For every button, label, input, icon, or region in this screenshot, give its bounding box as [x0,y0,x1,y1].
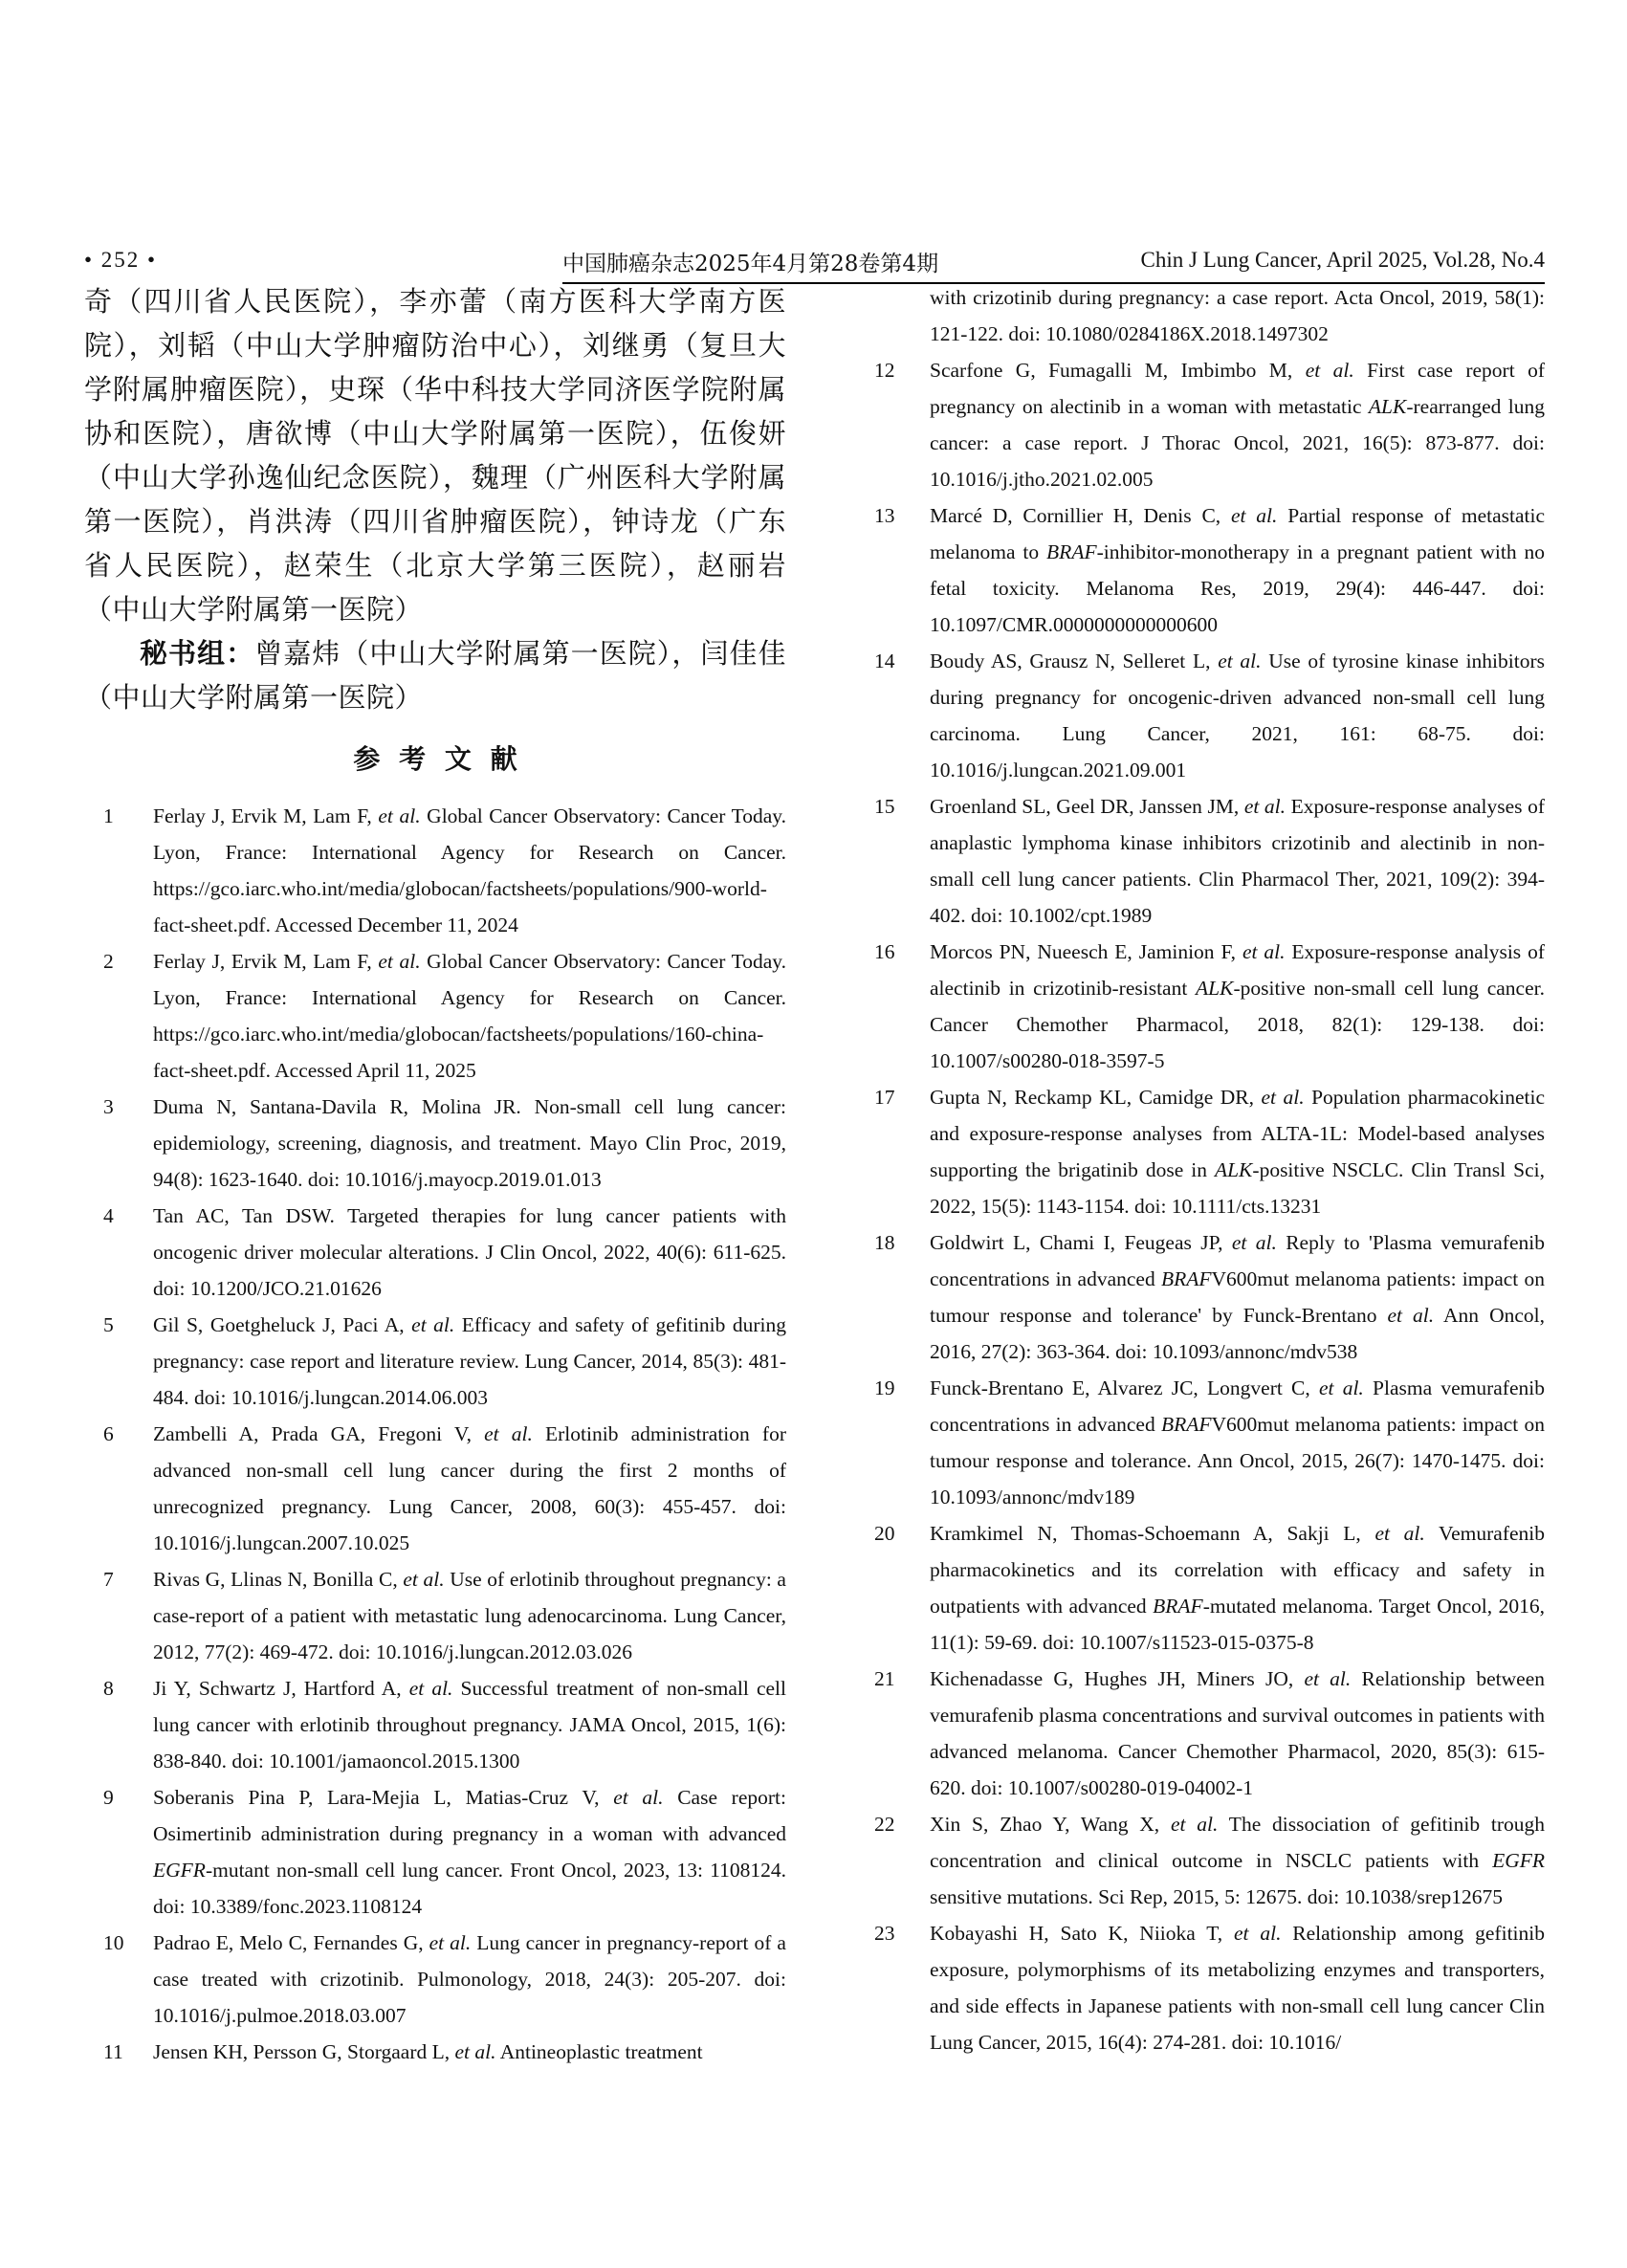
reference-item [872,1915,1545,2060]
secretary-group-label: 秘书组： [140,637,255,670]
reference-number: 2 [103,950,114,973]
reference-number: 22 [874,1813,895,1836]
reference-item [872,788,1545,934]
reference-number: 14 [874,650,895,672]
reference-number: 7 [103,1568,114,1591]
reference-item [84,1198,786,1307]
reference-item [872,1079,1545,1224]
reference-text: Rivas G, Llinas N, Bonilla C, et al. Use of erlotinib throughout pregnancy: a case-report of a patient with metastatic lung adenocarcinoma. Lung Cancer, 2012, 77(2): 469-472. doi: 10.1016/j.lungcan.2012.03.026 [153,1568,786,1663]
reference-number: 8 [103,1677,114,1700]
reference-text: Xin S, Zhao Y, Wang X, et al. The dissociation of gefitinib trough concentration and clinical outcome in NSCLC patients with EGFR sensitive mutations. Sci Rep, 2015, 5: 12675. doi: 10.1038/srep12675 [930,1813,1546,1908]
reference-number: 21 [874,1667,895,1690]
references-left [84,798,786,2070]
reference-item [872,643,1545,788]
reference-number: 23 [874,1922,895,1945]
reference-number: 15 [874,795,895,818]
reference-text: Duma N, Santana-Davila R, Molina JR. Non-small cell lung cancer: epidemiology, screening, diagnosis, and treatment. Mayo Clin Proc, 2019, 94(8): 1623-1640. doi: 10.1016/j.mayocp.2019.01.013 [153,1095,786,1191]
reference-number: 16 [874,940,895,963]
reference-item [872,1806,1545,1915]
reference-item [872,1515,1545,1661]
reference-item [84,943,786,1089]
reference-text: Gil S, Goetgheluck J, Paci A, et al. Efficacy and safety of gefitinib during pregnancy: case report and literature review. Lung Cancer, 2014, 85(3): 481-484. doi: 10.1016/j.lungcan.2014.06.003 [153,1313,786,1409]
reference-text: Groenland SL, Geel DR, Janssen JM, et al. Exposure-response analyses of anaplastic lymphoma kinase inhibitors crizotinib and alectinib in non-small cell lung cancer patients. Clin Pharmacol Ther, 2021, 109(2): 394-402. doi: 10.1002/cpt.1989 [930,795,1545,927]
reference-item [84,1089,786,1198]
reference-text: Ferlay J, Ervik M, Lam F, et al. Global Cancer Observatory: Cancer Today. Lyon, France: International Agency for Research on Cancer. https://gco.iarc.who.int/media/globocan/factsheets/populations/900-world-fact-sheet.pdf. Accessed December 11, 2024 [153,804,786,936]
reference-item [84,1416,786,1561]
reference-text: Kichenadasse G, Hughes JH, Miners JO, et al. Relationship between vemurafenib plasma concentrations and survival outcomes in patients with advanced melanoma. Cancer Chemother Pharmacol, 2020, 85(3): 615-620. doi: 10.1007/s00280-019-04002-1 [930,1667,1545,1799]
reference-item [84,1307,786,1416]
reference-number: 4 [103,1204,114,1227]
reference-text: Gupta N, Reckamp KL, Camidge DR, et al. Population pharmacokinetic and exposure-response analyses from ALTA-1L: Model-based analyses supporting the brigatinib dose in ALK-positive NSCLC. Clin Transl Sci, 2022, 15(5): 1143-1154. doi: 10.1111/cts.13231 [930,1086,1545,1218]
secretary-group-line [84,631,786,719]
reference-text: Marcé D, Cornillier H, Denis C, et al. Partial response of metastatic melanoma to BRAF-inhibitor-monotherapy in a pregnant patient with no fetal toxicity. Melanoma Res, 2019, 29(4): 446-447. doi: 10.1097/CMR.0000000000000600 [930,504,1545,636]
reference-number: 17 [874,1086,895,1109]
reference-item [872,1661,1545,1806]
reference-number: 10 [103,1931,124,1954]
reference-number: 13 [874,504,895,527]
reference-text: Tan AC, Tan DSW. Targeted therapies for lung cancer patients with oncogenic driver molecular alterations. J Clin Oncol, 2022, 40(6): 611-625. doi: 10.1200/JCO.21.01626 [153,1204,786,1300]
reference-number: 12 [874,359,895,382]
reference-item [872,1370,1545,1515]
reference-item [84,1561,786,1670]
reference-number: 18 [874,1231,895,1254]
reference-text: Goldwirt L, Chami I, Feugeas JP, et al. Reply to 'Plasma vemurafenib concentrations in advanced BRAFV600mut melanoma patients: impact on tumour response and tolerance' by Funck-Brentano et al. Ann Oncol, 2016, 27(2): 363-364. doi: 10.1093/annonc/mdv538 [930,1231,1546,1363]
reference-text: Ji Y, Schwartz J, Hartford A, et al. Successful treatment of non-small cell lung cancer with erlotinib throughout pregnancy. JAMA Oncol, 2015, 1(6): 838-840. doi: 10.1001/jamaoncol.2015.1300 [153,1677,786,1773]
reference-item [872,279,1545,352]
reference-text: Kramkimel N, Thomas-Schoemann A, Sakji L, et al. Vemurafenib pharmacokinetics and its correlation with efficacy and safety in outpatients with advanced BRAF-mutated melanoma. Target Oncol, 2016, 11(1): 59-69. doi: 10.1007/s11523-015-0375-8 [930,1522,1545,1654]
reference-number: 6 [103,1422,114,1445]
reference-text: Jensen KH, Persson G, Storgaard L, et al. Antineoplastic treatment [153,2040,703,2063]
reference-number: 9 [103,1786,114,1809]
reference-text: Ferlay J, Ervik M, Lam F, et al. Global Cancer Observatory: Cancer Today. Lyon, France: International Agency for Research on Cancer. https://gco.iarc.who.int/media/globocan/factsheets/populations/160-china-fact-sheet.pdf. Accessed April 11, 2025 [153,950,786,1082]
reference-item [84,798,786,943]
reference-text: Boudy AS, Grausz N, Selleret L, et al. Use of tyrosine kinase inhibitors during pregnancy for oncogenic-driven advanced non-small cell lung carcinoma. Lung Cancer, 2021, 161: 68-75. doi: 10.1016/j.lungcan.2021.09.001 [930,650,1545,782]
reference-number: 1 [103,804,114,827]
reference-item [872,934,1545,1079]
reference-item [872,352,1545,497]
references-right [872,279,1545,2060]
page-number: • 252 • [84,248,158,272]
authors-affiliations-paragraph: 奇（四川省人民医院），李亦蕾（南方医科大学南方医院），刘韬（中山大学肿瘤防治中心），刘继勇（复旦大学附属肿瘤医院），史琛（华中科技大学同济医学院附属协和医院），唐欲博（中山大学附属第一医院），伍俊妍（中山大学孙逸仙纪念医院），魏理（广州医科大学附属第一医院），肖洪涛（四川省肿瘤医院），钟诗龙（广东省人民医院），赵荣生（北京大学第三医院），赵丽岩（中山大学附属第一医院） [84,285,786,626]
reference-item [84,1779,786,1925]
reference-number: 11 [103,2040,123,2063]
reference-text: with crizotinib during pregnancy: a case report. Acta Oncol, 2019, 58(1): 121-122. doi: 10.1080/0284186X.2018.1497302 [930,286,1545,345]
journal-title-cn: 中国肺癌杂志2025年4月第28卷第4期 [562,252,939,276]
reference-item [84,2034,786,2070]
left-column [84,279,786,2115]
references-heading: 参 考 文 献 [353,743,517,775]
reference-number: 20 [874,1522,895,1545]
journal-title-en: Chin J Lung Cancer, April 2025, Vol.28, No.4 [1140,248,1545,272]
reference-item [84,1925,786,2034]
reference-item [872,1224,1545,1370]
reference-number: 3 [103,1095,114,1118]
two-column-body [84,279,1545,2115]
right-column [872,279,1545,2115]
reference-text: Kobayashi H, Sato K, Niioka T, et al. Relationship among gefitinib exposure, polymorphisms of its metabolizing enzymes and transporters, and side effects in Japanese patients with non-small cell lung cancer Clin Lung Cancer, 2015, 16(4): 274-281. doi: 10.1016/ [930,1922,1545,2054]
reference-text: Zambelli A, Prada GA, Fregoni V, et al. Erlotinib administration for advanced non-small cell lung cancer during the first 2 months of unrecognized pregnancy. Lung Cancer, 2008, 60(3): 455-457. doi: 10.1016/j.lungcan.2007.10.025 [153,1422,786,1554]
reference-item [872,497,1545,643]
reference-text: Soberanis Pina P, Lara-Mejia L, Matias-Cruz V, et al. Case report: Osimertinib administration during pregnancy in a woman with advanced EGFR-mutant non-small cell lung cancer. Front Oncol, 2023, 13: 1108124. doi: 10.3389/fonc.2023.1108124 [153,1786,786,1918]
reference-text: Padrao E, Melo C, Fernandes G, et al. Lung cancer in pregnancy-report of a case treated with crizotinib. Pulmonology, 2018, 24(3): 205-207. doi: 10.1016/j.pulmoe.2018.03.007 [153,1931,786,2027]
reference-number: 5 [103,1313,114,1336]
reference-text: Scarfone G, Fumagalli M, Imbimbo M, et al. First case report of pregnancy on alectinib in a woman with metastatic ALK-rearranged lung cancer: a case report. J Thorac Oncol, 2021, 16(5): 873-877. doi: 10.1016/j.jtho.2021.02.005 [930,359,1545,491]
reference-item [84,1670,786,1779]
reference-text: Morcos PN, Nueesch E, Jaminion F, et al. Exposure-response analysis of alectinib in crizotinib-resistant ALK-positive non-small cell lung cancer. Cancer Chemother Pharmacol, 2018, 82(1): 129-138. doi: 10.1007/s00280-018-3597-5 [930,940,1545,1072]
secretary-group-members: 曾嘉炜（中山大学附属第一医院），闫佳佳（中山大学附属第一医院） [84,637,786,714]
reference-number: 19 [874,1376,895,1399]
reference-text: Funck-Brentano E, Alvarez JC, Longvert C, et al. Plasma vemurafenib concentrations in advanced BRAFV600mut melanoma patients: impact on tumour response and tolerance. Ann Oncol, 2015, 26(7): 1470-1475. doi: 10.1093/annonc/mdv189 [930,1376,1546,1508]
